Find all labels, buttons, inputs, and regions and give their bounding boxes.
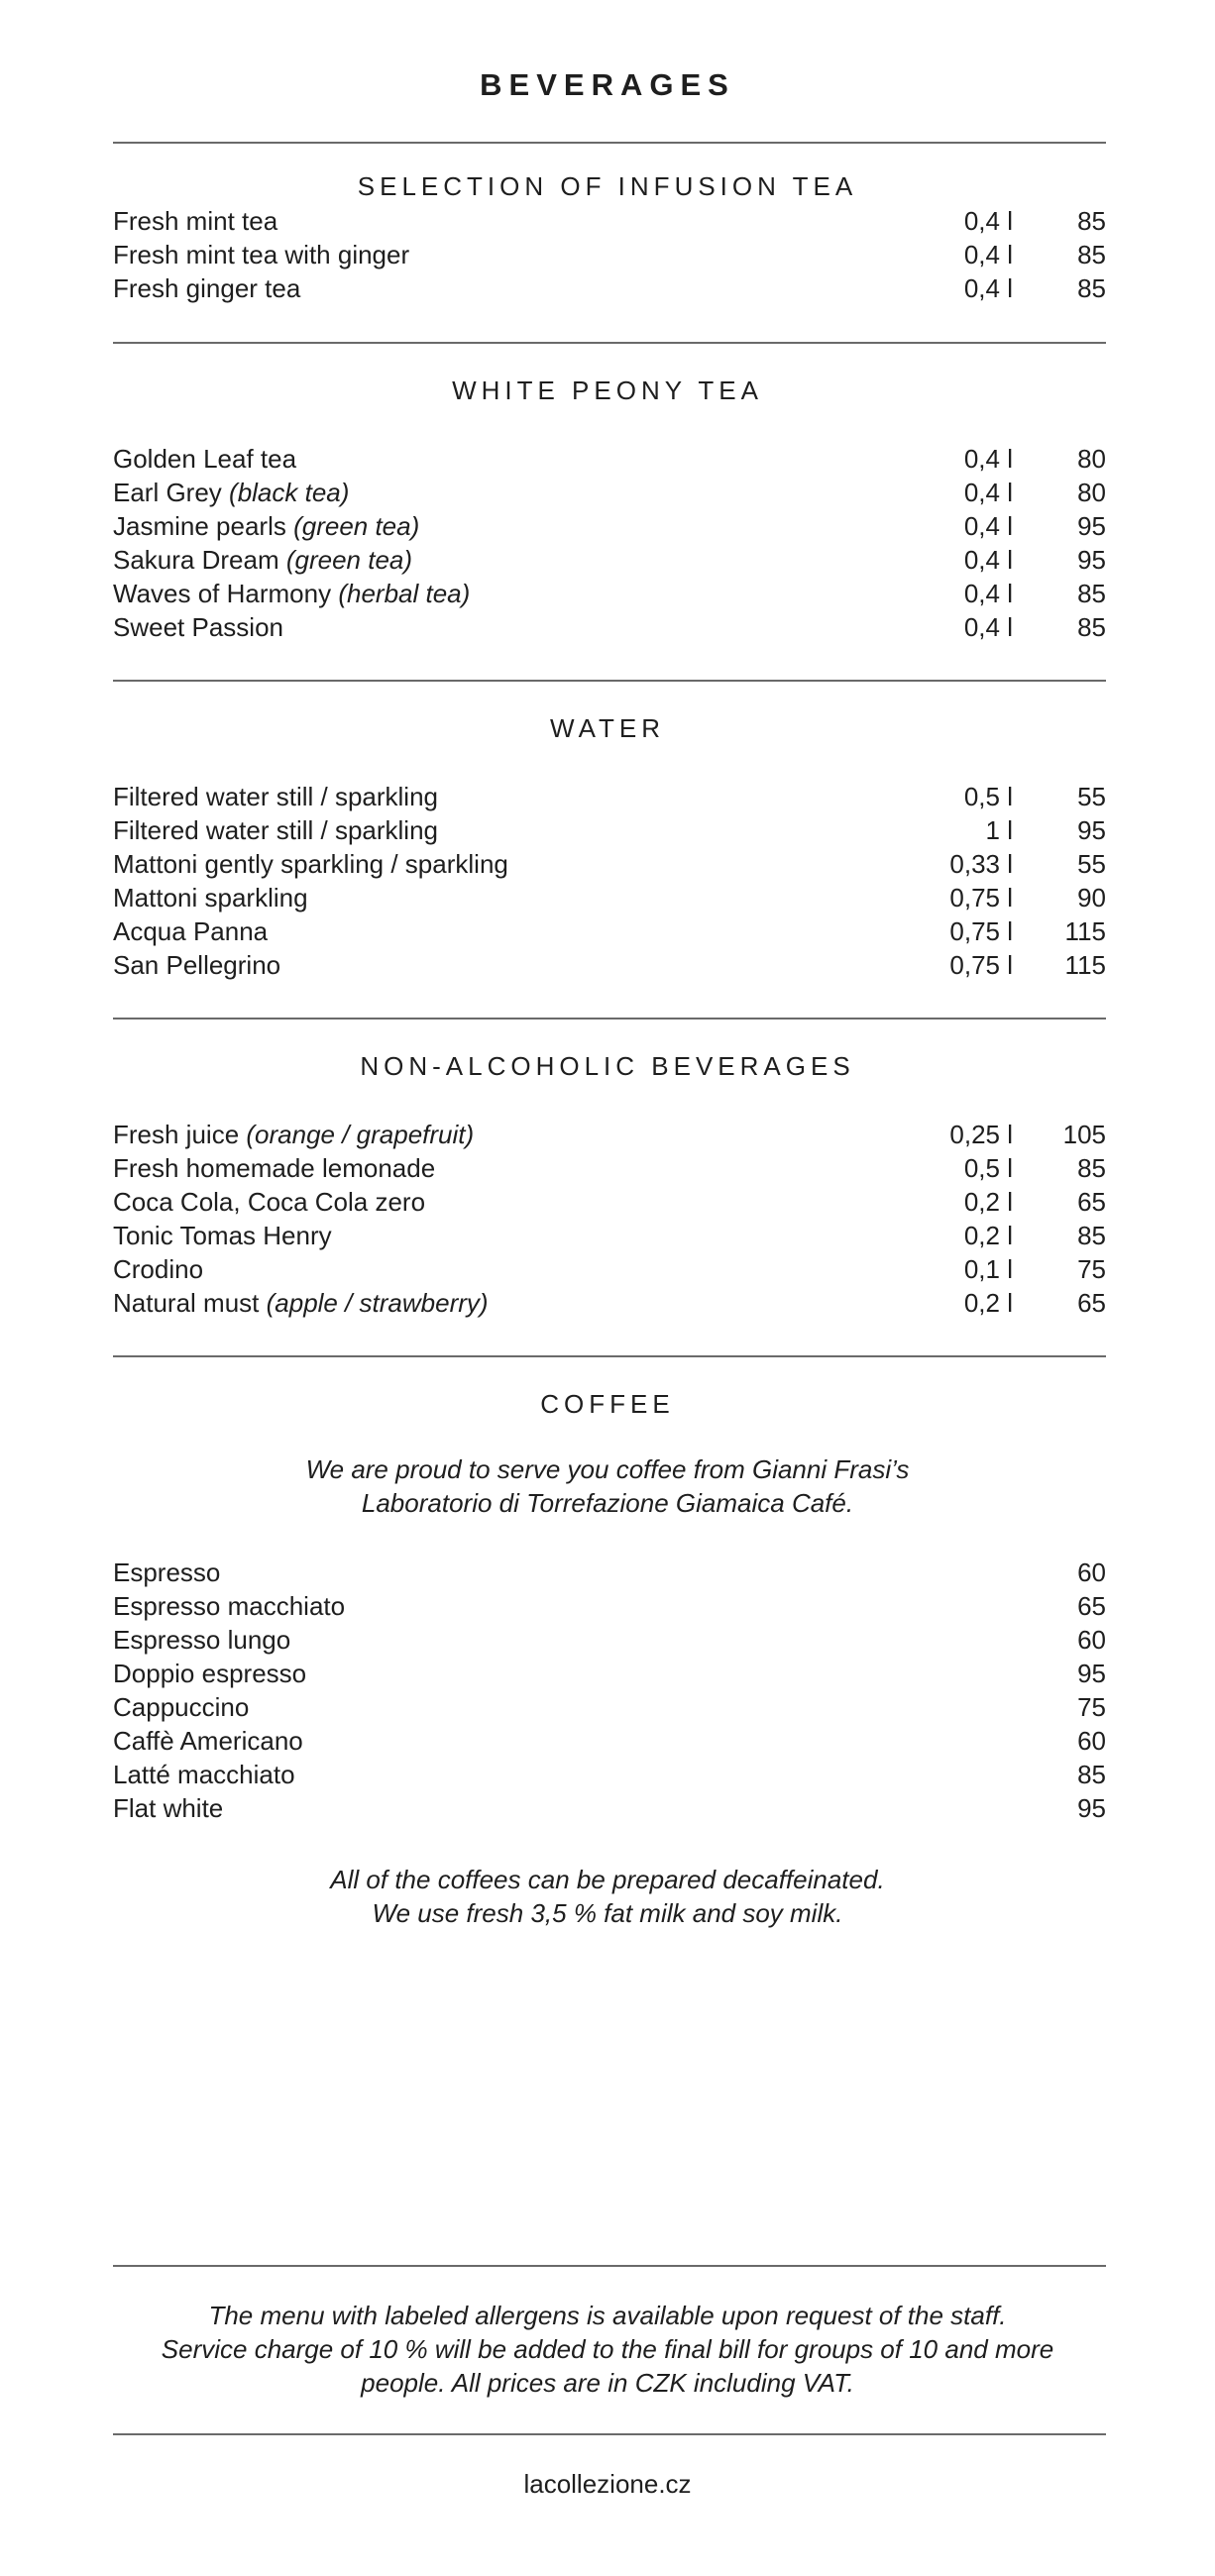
menu-item [113, 948, 1106, 982]
item-name: Mattoni sparkling [113, 883, 308, 912]
item-volume: 0,2 l [963, 1187, 1013, 1217]
item-name: Sweet Passion [113, 612, 283, 642]
item-price: 65 [1077, 1591, 1106, 1621]
page-title: BEVERAGES [480, 67, 735, 102]
item-price: 55 [1077, 849, 1106, 879]
item-name: Golden Leaf tea [113, 444, 297, 474]
item-price: 115 [1064, 950, 1106, 980]
item-volume: 0,2 l [963, 1288, 1013, 1318]
item-name: Waves of Harmony (herbal tea) [113, 579, 471, 608]
item-name: Acqua Panna [113, 916, 269, 946]
item-volume: 0,75 l [949, 883, 1013, 912]
item-volume: 0,4 l [963, 612, 1013, 642]
section-title-white-peony-tea: WHITE PEONY TEA [452, 376, 763, 405]
menu-item [113, 1556, 1106, 1589]
item-name: Espresso [113, 1557, 221, 1587]
menu-item [113, 610, 1106, 644]
section-title-infusion-tea: SELECTION OF INFUSION TEA [357, 171, 858, 201]
menu-item [113, 442, 1106, 476]
item-name: Filtered water still / sparkling [113, 815, 438, 845]
menu-item [113, 1623, 1106, 1657]
item-volume: 0,4 l [963, 444, 1013, 474]
footer-note-line: The menu with labeled allergens is available upon request of the staff. [208, 2301, 1007, 2330]
menu-item [113, 1589, 1106, 1623]
item-name: Fresh homemade lemonade [113, 1153, 436, 1183]
item-volume: 0,5 l [963, 782, 1013, 811]
item-price: 95 [1077, 1793, 1106, 1823]
item-price: 105 [1062, 1120, 1106, 1149]
menu-item [113, 543, 1106, 577]
item-volume: 0,33 l [949, 849, 1013, 879]
divider [113, 1018, 1106, 1020]
menu-item [113, 238, 1106, 271]
menu-item [113, 1219, 1106, 1252]
menu-item [113, 914, 1106, 948]
menu-item [113, 1657, 1106, 1690]
menu-item [113, 1118, 1106, 1151]
website-link[interactable]: lacollezione.cz [523, 2469, 692, 2499]
item-volume: 0,75 l [949, 916, 1013, 946]
menu-item [113, 271, 1106, 305]
item-name: Fresh ginger tea [113, 273, 301, 303]
menu-item [113, 780, 1106, 813]
menu-item [113, 1252, 1106, 1286]
item-price: 85 [1077, 206, 1106, 236]
item-price: 75 [1077, 1692, 1106, 1722]
item-price: 80 [1077, 478, 1106, 507]
menu-item [113, 1758, 1106, 1791]
item-price: 85 [1077, 1153, 1106, 1183]
item-price: 85 [1077, 240, 1106, 269]
item-volume: 0,75 l [949, 950, 1013, 980]
coffee-intro-line: Laboratorio di Torrefazione Giamaica Café. [361, 1488, 854, 1518]
item-volume: 0,5 l [963, 1153, 1013, 1183]
item-price: 95 [1077, 511, 1106, 541]
menu-item [113, 476, 1106, 509]
divider [113, 142, 1106, 144]
item-price: 60 [1077, 1726, 1106, 1756]
item-name: Earl Grey (black tea) [113, 478, 350, 507]
menu-item [113, 509, 1106, 543]
item-price: 90 [1077, 883, 1106, 912]
item-name: Espresso lungo [113, 1625, 291, 1655]
item-volume: 0,4 l [963, 273, 1013, 303]
item-price: 95 [1077, 815, 1106, 845]
coffee-intro-line: We are proud to serve you coffee from Gianni Frasi’s [305, 1454, 910, 1484]
item-price: 85 [1077, 612, 1106, 642]
item-price: 60 [1077, 1625, 1106, 1655]
menu-item [113, 1791, 1106, 1825]
menu-item [113, 1724, 1106, 1758]
menu-item [113, 847, 1106, 881]
menu-item [113, 577, 1106, 610]
item-name: Sakura Dream (green tea) [113, 545, 413, 575]
item-volume: 1 l [985, 815, 1013, 845]
divider [113, 2433, 1106, 2435]
divider [113, 342, 1106, 344]
item-volume: 0,4 l [963, 545, 1013, 575]
item-price: 55 [1077, 782, 1106, 811]
item-name: Cappuccino [113, 1692, 250, 1722]
section-title-coffee: COFFEE [540, 1389, 675, 1419]
item-name: Tonic Tomas Henry [113, 1221, 332, 1250]
item-name: Filtered water still / sparkling [113, 782, 438, 811]
item-price: 80 [1077, 444, 1106, 474]
footer-note-line: people. All prices are in CZK including VAT. [361, 2368, 854, 2398]
item-volume: 0,4 l [963, 579, 1013, 608]
item-name: Mattoni gently sparkling / sparkling [113, 849, 508, 879]
item-price: 65 [1077, 1187, 1106, 1217]
item-volume: 0,4 l [963, 206, 1013, 236]
item-volume: 0,25 l [949, 1120, 1013, 1149]
menu-item [113, 881, 1106, 914]
item-price: 85 [1077, 1760, 1106, 1789]
menu-item [113, 204, 1106, 238]
item-price: 85 [1077, 579, 1106, 608]
item-name: Latté macchiato [113, 1760, 295, 1789]
item-price: 75 [1077, 1254, 1106, 1284]
item-name: Espresso macchiato [113, 1591, 346, 1621]
item-price: 85 [1077, 1221, 1106, 1250]
item-volume: 0,2 l [963, 1221, 1013, 1250]
item-volume: 0,4 l [963, 478, 1013, 507]
item-name: Fresh juice (orange / grapefruit) [113, 1120, 475, 1149]
divider [113, 1355, 1106, 1357]
menu-item [113, 1690, 1106, 1724]
item-name: Fresh mint tea with ginger [113, 240, 410, 269]
menu-item [113, 813, 1106, 847]
item-volume: 0,4 l [963, 240, 1013, 269]
item-price: 65 [1077, 1288, 1106, 1318]
divider [113, 2265, 1106, 2267]
menu-item [113, 1286, 1106, 1320]
footer-note-line: Service charge of 10 % will be added to the final bill for groups of 10 and more [161, 2334, 1054, 2364]
item-price: 95 [1077, 1659, 1106, 1688]
item-price: 60 [1077, 1557, 1106, 1587]
item-name: Coca Cola, Coca Cola zero [113, 1187, 426, 1217]
section-title-water: WATER [550, 713, 665, 743]
item-name: Crodino [113, 1254, 204, 1284]
item-name: Natural must (apple / strawberry) [113, 1288, 489, 1318]
item-volume: 0,4 l [963, 511, 1013, 541]
item-name: Caffè Americano [113, 1726, 303, 1756]
item-name: Jasmine pearls (green tea) [113, 511, 420, 541]
divider [113, 680, 1106, 682]
item-name: Doppio espresso [113, 1659, 307, 1688]
menu-item [113, 1185, 1106, 1219]
item-price: 85 [1077, 273, 1106, 303]
coffee-note-line: We use fresh 3,5 % fat milk and soy milk. [372, 1898, 843, 1928]
section-title-non-alcoholic-beverages: NON-ALCOHOLIC BEVERAGES [360, 1051, 855, 1081]
item-name: Flat white [113, 1793, 224, 1823]
item-volume: 0,1 l [963, 1254, 1013, 1284]
item-name: San Pellegrino [113, 950, 281, 980]
item-name: Fresh mint tea [113, 206, 278, 236]
coffee-note-line: All of the coffees can be prepared decaffeinated. [330, 1865, 885, 1894]
menu-item [113, 1151, 1106, 1185]
item-price: 95 [1077, 545, 1106, 575]
item-price: 115 [1064, 916, 1106, 946]
